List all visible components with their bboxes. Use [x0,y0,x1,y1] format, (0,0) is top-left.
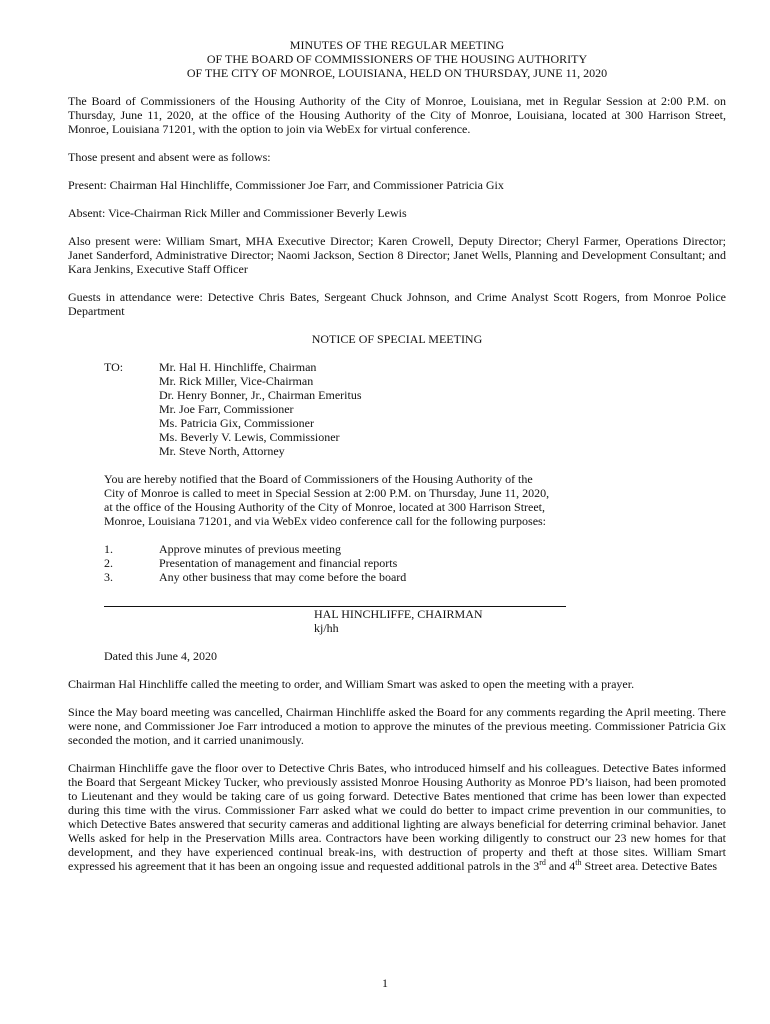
purpose-item [104,542,726,556]
document-page [68,38,726,873]
ordinal-suffix: rd [539,858,546,867]
recipient: Mr. Rick Miller, Vice-Chairman [159,374,314,388]
notice-block [104,360,726,584]
police-report-text: Street area. Detective Bates [581,859,718,873]
recipient: Dr. Henry Bonner, Jr., Chairman Emeritus [159,388,362,402]
notice-body [104,472,666,528]
minutes-approval-paragraph: Since the May board meeting was cancelled, Chairman Hinchliffe asked the Board for any comments regarding the April meeting. There were none, and Commissioner Joe Farr introduced a motion to approve the minutes of the previous meeting. Commissioner Patricia Gix seconded the motion, and it carried unanimously. [68,705,726,747]
signature-initials: kj/hh [314,621,339,635]
recipient: Ms. Beverly V. Lewis, Commissioner [159,430,340,444]
present-list: Present: Chairman Hal Hinchliffe, Commissioner Joe Farr, and Commissioner Patricia Gix [68,178,504,192]
notice-body-line: Monroe, Louisiana 71201, and via WebEx video conference call for the following purposes: [104,514,547,528]
guests-list: Guests in attendance were: Detective Chris Bates, Sergeant Chuck Johnson, and Crime Analyst Scott Rogers, from Monroe Police Department [68,290,726,318]
attendance-intro: Those present and absent were as follows: [68,150,271,164]
notice-heading: NOTICE OF SPECIAL MEETING [311,332,483,346]
purpose-text: Approve minutes of previous meeting [159,542,341,556]
purpose-text: Any other business that may come before the board [159,570,407,584]
to-label: TO: [104,360,124,374]
purpose-item [104,570,726,584]
recipient: Mr. Steve North, Attorney [159,444,285,458]
also-present-list: Also present were: William Smart, MHA Executive Director; Karen Crowell, Deputy Director; Cheryl Farmer, Operations Director; Janet Sanderford, Administrative Director; Naomi Jackson, Section 8 Director; Janet Wells, Planning and Development Consultant; and Kara Jenkins, Executive Staff Officer [68,234,726,276]
purpose-number: 3. [104,570,113,584]
intro-paragraph: The Board of Commissioners of the Housing Authority of the City of Monroe, Louisiana, met in Regular Session at 2:00 P.M. on Thursday, June 11, 2020, at the office of the Housing Authority of the City of Monroe, Louisiana, located at 300 Harrison Street, Monroe, Louisiana 71201, with the option to join via WebEx for virtual conference. [68,94,726,136]
dated-line: Dated this June 4, 2020 [104,649,217,663]
ordinal-suffix: th [575,858,582,867]
absent-list: Absent: Vice-Chairman Rick Miller and Commissioner Beverly Lewis [68,206,407,220]
notice-body-line: You are hereby notified that the Board of Commissioners of the Housing Authority of the [104,472,533,486]
recipient: Mr. Joe Farr, Commissioner [159,402,294,416]
notice-body-line: City of Monroe is called to meet in Special Session at 2:00 P.M. on Thursday, June 11, 2020, [104,486,550,500]
title-line-1: MINUTES OF THE REGULAR MEETING [289,38,505,52]
police-report-paragraph [68,761,726,873]
recipient: Mr. Hal H. Hinchliffe, Chairman [159,360,317,374]
call-to-order-paragraph: Chairman Hal Hinchliffe called the meeting to order, and William Smart was asked to open the meeting with a prayer. [68,677,635,691]
recipient: Ms. Patricia Gix, Commissioner [159,416,314,430]
police-report-text: and 4 [545,859,576,873]
purpose-text: Presentation of management and financial reports [159,556,398,570]
notice-recipients [104,360,726,458]
title-line-3: OF THE CITY OF MONROE, LOUISIANA, HELD ON THURSDAY, JUNE 11, 2020 [186,66,608,80]
page-number: 1 [382,976,388,990]
purposes-list [104,542,726,584]
signature-name: HAL HINCHLIFFE, CHAIRMAN [314,607,483,621]
police-report-text: Chairman Hinchliffe gave the floor over to Detective Chris Bates, who introduced himself and his colleagues. Detective Bates informed the Board that Sergeant Mickey Tucker, who previously assisted Monroe Housing Authority as Monroe PD’s liaison, had been promoted to Lieutenant and they would be taking care of us going forward. Detective Bates mentioned that crime has been lower than expected during this time with the virus. Commissioner Farr asked what we could do better to impact crime prevention in our communities, to which Detective Bates answered that security cameras and additional lighting are always beneficial for deterring criminal behavior. Janet Wells asked for help in the Preservation Mills area. Contractors have been working diligently to construct our 23 new homes for that development, and they have experienced continual break-ins, with destruction of property and theft at those sites. William Smart expressed his agreement that it has been an ongoing issue and requested additional patrols in the 3 [68,761,726,873]
document-title [68,38,726,80]
purpose-number: 1. [104,542,113,556]
title-line-2: OF THE BOARD OF COMMISSIONERS OF THE HOUSING AUTHORITY [206,52,588,66]
notice-body-line: at the office of the Housing Authority of the City of Monroe, located at 300 Harrison Street, [104,500,546,514]
purpose-number: 2. [104,556,113,570]
purpose-item [104,556,726,570]
